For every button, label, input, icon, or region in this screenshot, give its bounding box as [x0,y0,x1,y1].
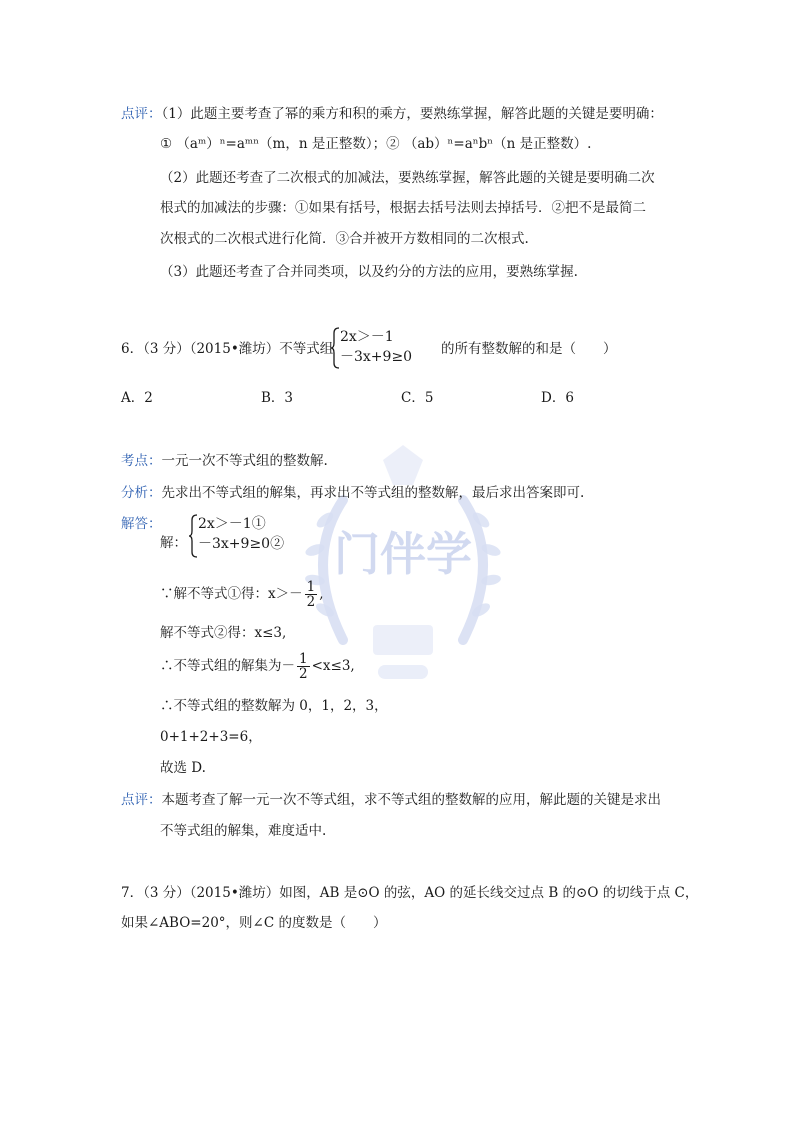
review-2-line-b: 不等式组的解集，难度适中. [160,823,327,839]
q6-prefix: 6．（3 分）（2015•潍坊）不等式组 [121,341,334,357]
solution-ineq-1: 2x＞－1① [198,516,266,532]
review-2-line-a: 点评：本题考查了解一元一次不等式组，求不等式组的整数解的应用，解此题的关键是求出 [121,792,661,808]
review-1-para2c: 次根式的二次根式进行化简．③合并被开方数相同的二次根式. [160,231,529,247]
review-1-para3: （3）此题还考查了合并同类项，以及约分的方法的应用，要熟练掌握. [160,264,578,280]
q7-line-2: 如果∠ABO=20°，则∠C 的度数是（ ） [121,915,387,931]
step-3: ∴不等式组的解集为－ $\frac{1}{2}$ <x≤3, [160,651,355,682]
q7-line-1: 7．（3 分）（2015•潍坊）如图，AB 是⊙O 的弦，AO 的延长线交过点 B 的⊙O 的切线于点 C， [121,885,699,901]
kaodian-line: 考点：一元一次不等式组的整数解. [121,453,328,469]
step-4: ∴不等式组的整数解为 0，1，2，3， [160,698,388,714]
fraction-half: $\frac{1}{2}$ [299,651,308,682]
review-1-rules: ① （aᵐ）ⁿ=aᵐⁿ（m，n 是正整数）；② （ab）ⁿ=aⁿbⁿ（n 是正整数）. [160,136,592,152]
q6-option-c: C．5 [401,390,434,406]
q6-option-b: B．3 [261,390,294,406]
fenxi-line: 分析：先求出不等式组的解集，再求出不等式组的整数解，最后求出答案即可. [121,485,585,501]
brace-icon [330,327,340,369]
q6-option-a: A．2 [121,390,153,406]
q6-inequality-system [330,327,450,369]
review-1-para2a: （2）此题还考查了二次根式的加减法，要熟练掌握，解答此题的关键是要明确二次 [160,170,655,186]
review-1-intro: 点评：（1）此题主要考查了幂的乘方和积的乘方，要熟练掌握，解答此题的关键是要明确： [121,106,663,122]
fenxi-label: 分析： [121,485,162,501]
step-1: ∵解不等式①得：x＞－ $\frac{1}{2}$ , [160,579,324,610]
solution-ineq-2: －3x+9≥0② [198,536,285,552]
q6-ineq-2: －3x+9≥0 [340,349,413,365]
step-6: 故选 D. [160,760,206,776]
solution-inequalities [198,514,284,554]
jieda-label: 解答： [121,516,162,532]
q6-ineq-1: 2x＞－1 [340,329,394,345]
jie-label: 解： [160,535,187,551]
review-label: 点评： [121,792,162,808]
solution-inequality-system [188,514,328,558]
q6-option-d: D．6 [541,390,574,406]
step-5: 0+1+2+3=6， [160,729,262,745]
review-1-para2b: 根式的加减法的步骤：①如果有括号，根据去括号法则去掉括号．②把不是最简二 [160,200,646,216]
q6-suffix: 的所有整数解的和是（ ） [441,341,617,357]
q6-inequalities [340,327,412,367]
brace-icon [188,514,198,558]
kaodian-label: 考点： [121,453,162,469]
step-2: 解不等式②得：x≤3, [160,625,287,641]
fraction-half: $\frac{1}{2}$ [306,579,316,610]
review-label: 点评： [121,106,162,122]
watermark-text: 门伴学 [334,527,472,581]
